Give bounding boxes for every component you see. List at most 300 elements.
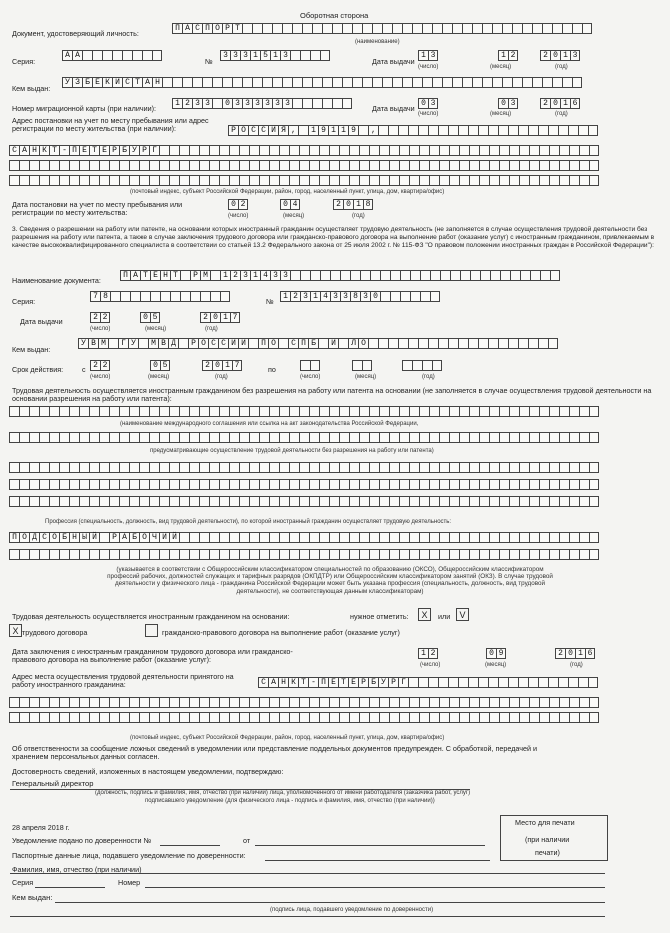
letter-cell[interactable] xyxy=(329,712,339,723)
letter-cell[interactable]: И xyxy=(228,338,238,349)
letter-cell[interactable] xyxy=(319,160,329,171)
letter-cell[interactable] xyxy=(119,549,129,560)
letter-cell[interactable]: 2 xyxy=(540,50,550,61)
letter-cell[interactable] xyxy=(589,496,599,507)
letter-cell[interactable] xyxy=(409,496,419,507)
letter-cell[interactable] xyxy=(409,549,419,560)
letter-cell[interactable] xyxy=(200,291,210,302)
letter-cell[interactable] xyxy=(159,145,169,156)
letter-cell[interactable]: 3 xyxy=(508,98,518,109)
letter-cell[interactable]: К xyxy=(288,677,298,688)
letter-cell[interactable] xyxy=(509,160,519,171)
letter-cell[interactable] xyxy=(359,532,369,543)
letter-cell[interactable] xyxy=(129,462,139,473)
letter-cell[interactable] xyxy=(139,496,149,507)
letter-cell[interactable] xyxy=(179,712,189,723)
letter-cell[interactable]: 1 xyxy=(338,125,348,136)
d6-month[interactable] xyxy=(486,648,506,659)
letter-cell[interactable] xyxy=(429,697,439,708)
letter-cell[interactable] xyxy=(519,432,529,443)
letter-cell[interactable] xyxy=(379,697,389,708)
letter-cell[interactable] xyxy=(119,462,129,473)
letter-cell[interactable] xyxy=(379,462,389,473)
letter-cell[interactable] xyxy=(102,50,112,61)
letter-cell[interactable] xyxy=(222,77,232,88)
letter-cell[interactable] xyxy=(498,125,508,136)
letter-cell[interactable] xyxy=(342,77,352,88)
letter-cell[interactable] xyxy=(349,175,359,186)
letter-cell[interactable]: 1 xyxy=(418,50,428,61)
letter-cell[interactable] xyxy=(248,338,258,349)
letter-cell[interactable] xyxy=(39,496,49,507)
letter-cell[interactable] xyxy=(452,77,462,88)
letter-cell[interactable] xyxy=(539,496,549,507)
addr-cells-2[interactable] xyxy=(9,145,599,156)
letter-cell[interactable] xyxy=(292,23,302,34)
letter-cell[interactable] xyxy=(319,712,329,723)
letter-cell[interactable] xyxy=(419,160,429,171)
letter-cell[interactable] xyxy=(289,462,299,473)
letter-cell[interactable] xyxy=(418,338,428,349)
letter-cell[interactable]: О xyxy=(198,338,208,349)
letter-cell[interactable] xyxy=(69,496,79,507)
letter-cell[interactable] xyxy=(569,406,579,417)
letter-cell[interactable] xyxy=(129,712,139,723)
letter-cell[interactable]: 1 xyxy=(220,312,230,323)
docname-cells[interactable] xyxy=(120,270,560,281)
letter-cell[interactable]: 4 xyxy=(260,270,270,281)
letter-cell[interactable]: 0 xyxy=(370,291,380,302)
letter-cell[interactable] xyxy=(279,496,289,507)
letter-cell[interactable] xyxy=(352,77,362,88)
letter-cell[interactable]: 4 xyxy=(290,199,300,210)
letter-cell[interactable] xyxy=(332,23,342,34)
letter-cell[interactable] xyxy=(29,175,39,186)
letter-cell[interactable]: 2 xyxy=(508,50,518,61)
letter-cell[interactable] xyxy=(179,496,189,507)
letter-cell[interactable] xyxy=(532,77,542,88)
letter-cell[interactable] xyxy=(79,160,89,171)
letter-cell[interactable] xyxy=(509,406,519,417)
letter-cell[interactable] xyxy=(229,697,239,708)
letter-cell[interactable] xyxy=(342,98,352,109)
letter-cell[interactable] xyxy=(219,532,229,543)
letter-cell[interactable] xyxy=(229,462,239,473)
letter-cell[interactable] xyxy=(89,496,99,507)
letter-cell[interactable] xyxy=(159,712,169,723)
letter-cell[interactable] xyxy=(79,549,89,560)
d5b-day[interactable] xyxy=(300,360,320,371)
letter-cell[interactable]: 3 xyxy=(280,50,290,61)
letter-cell[interactable]: 3 xyxy=(428,98,438,109)
letter-cell[interactable] xyxy=(429,432,439,443)
letter-cell[interactable] xyxy=(59,697,69,708)
letter-cell[interactable] xyxy=(548,677,558,688)
letter-cell[interactable] xyxy=(9,712,19,723)
letter-cell[interactable] xyxy=(269,432,279,443)
letter-cell[interactable] xyxy=(219,697,229,708)
letter-cell[interactable] xyxy=(469,175,479,186)
letter-cell[interactable] xyxy=(89,406,99,417)
letter-cell[interactable] xyxy=(289,479,299,490)
letter-cell[interactable]: 9 xyxy=(318,125,328,136)
letter-cell[interactable] xyxy=(229,175,239,186)
letter-cell[interactable] xyxy=(429,175,439,186)
letter-cell[interactable] xyxy=(149,479,159,490)
letter-cell[interactable] xyxy=(299,406,309,417)
letter-cell[interactable] xyxy=(432,360,442,371)
letter-cell[interactable] xyxy=(489,479,499,490)
letter-cell[interactable] xyxy=(212,77,222,88)
letter-cell[interactable] xyxy=(290,270,300,281)
letter-cell[interactable] xyxy=(499,712,509,723)
letter-cell[interactable] xyxy=(479,175,489,186)
letter-cell[interactable] xyxy=(9,697,19,708)
letter-cell[interactable] xyxy=(359,496,369,507)
letter-cell[interactable] xyxy=(139,432,149,443)
letter-cell[interactable]: 7 xyxy=(230,312,240,323)
letter-cell[interactable] xyxy=(19,406,29,417)
seria3-line[interactable] xyxy=(35,887,105,888)
letter-cell[interactable] xyxy=(559,479,569,490)
letter-cell[interactable] xyxy=(109,175,119,186)
letter-cell[interactable]: 1 xyxy=(575,648,585,659)
d1-month[interactable] xyxy=(498,50,518,61)
letter-cell[interactable] xyxy=(400,270,410,281)
letter-cell[interactable]: П xyxy=(69,145,79,156)
letter-cell[interactable] xyxy=(159,432,169,443)
letter-cell[interactable] xyxy=(579,406,589,417)
letter-cell[interactable] xyxy=(349,406,359,417)
letter-cell[interactable] xyxy=(290,50,300,61)
letter-cell[interactable] xyxy=(49,712,59,723)
letter-cell[interactable] xyxy=(370,270,380,281)
activity-cells-3[interactable] xyxy=(9,462,599,473)
letter-cell[interactable]: П xyxy=(318,677,328,688)
letter-cell[interactable]: Р xyxy=(139,145,149,156)
letter-cell[interactable] xyxy=(312,98,322,109)
letter-cell[interactable] xyxy=(29,697,39,708)
letter-cell[interactable] xyxy=(522,77,532,88)
letter-cell[interactable] xyxy=(79,432,89,443)
seria-cells[interactable] xyxy=(62,50,162,61)
letter-cell[interactable] xyxy=(319,549,329,560)
letter-cell[interactable] xyxy=(429,532,439,543)
letter-cell[interactable] xyxy=(209,697,219,708)
letter-cell[interactable] xyxy=(182,77,192,88)
letter-cell[interactable]: А xyxy=(268,677,278,688)
letter-cell[interactable]: К xyxy=(39,145,49,156)
letter-cell[interactable] xyxy=(219,479,229,490)
letter-cell[interactable]: 1 xyxy=(310,291,320,302)
letter-cell[interactable] xyxy=(19,462,29,473)
letter-cell[interactable] xyxy=(119,697,129,708)
letter-cell[interactable] xyxy=(59,432,69,443)
letter-cell[interactable] xyxy=(539,479,549,490)
letter-cell[interactable] xyxy=(29,496,39,507)
letter-cell[interactable] xyxy=(359,432,369,443)
letter-cell[interactable] xyxy=(109,406,119,417)
letter-cell[interactable] xyxy=(419,432,429,443)
letter-cell[interactable] xyxy=(199,532,209,543)
letter-cell[interactable] xyxy=(202,77,212,88)
letter-cell[interactable] xyxy=(332,77,342,88)
letter-cell[interactable] xyxy=(588,125,598,136)
letter-cell[interactable] xyxy=(139,406,149,417)
letter-cell[interactable] xyxy=(219,712,229,723)
activity-cells-1[interactable] xyxy=(9,406,599,417)
letter-cell[interactable] xyxy=(338,338,348,349)
letter-cell[interactable] xyxy=(292,98,302,109)
letter-cell[interactable] xyxy=(429,462,439,473)
letter-cell[interactable] xyxy=(349,160,359,171)
letter-cell[interactable]: С xyxy=(9,145,19,156)
letter-cell[interactable] xyxy=(289,160,299,171)
letter-cell[interactable] xyxy=(329,697,339,708)
letter-cell[interactable] xyxy=(219,406,229,417)
letter-cell[interactable] xyxy=(69,462,79,473)
letter-cell[interactable] xyxy=(319,432,329,443)
letter-cell[interactable] xyxy=(339,496,349,507)
letter-cell[interactable] xyxy=(380,270,390,281)
letter-cell[interactable] xyxy=(279,712,289,723)
letter-cell[interactable] xyxy=(482,23,492,34)
letter-cell[interactable] xyxy=(402,77,412,88)
letter-cell[interactable] xyxy=(108,338,118,349)
letter-cell[interactable] xyxy=(139,712,149,723)
letter-cell[interactable] xyxy=(539,175,549,186)
letter-cell[interactable] xyxy=(219,175,229,186)
letter-cell[interactable] xyxy=(552,77,562,88)
letter-cell[interactable] xyxy=(159,697,169,708)
letter-cell[interactable] xyxy=(369,479,379,490)
letter-cell[interactable] xyxy=(408,125,418,136)
letter-cell[interactable] xyxy=(578,125,588,136)
letter-cell[interactable] xyxy=(262,23,272,34)
letter-cell[interactable] xyxy=(129,496,139,507)
letter-cell[interactable] xyxy=(318,338,328,349)
letter-cell[interactable] xyxy=(492,23,502,34)
letter-cell[interactable] xyxy=(589,479,599,490)
letter-cell[interactable] xyxy=(472,77,482,88)
letter-cell[interactable] xyxy=(199,406,209,417)
letter-cell[interactable] xyxy=(369,432,379,443)
letter-cell[interactable] xyxy=(440,270,450,281)
letter-cell[interactable] xyxy=(398,338,408,349)
letter-cell[interactable] xyxy=(499,549,509,560)
letter-cell[interactable]: Р xyxy=(188,338,198,349)
letter-cell[interactable] xyxy=(449,175,459,186)
letter-cell[interactable] xyxy=(340,270,350,281)
letter-cell[interactable]: Р xyxy=(109,145,119,156)
letter-cell[interactable]: Г xyxy=(149,145,159,156)
letter-cell[interactable]: 0 xyxy=(498,98,508,109)
issued3-line[interactable] xyxy=(55,902,605,903)
letter-cell[interactable]: П xyxy=(298,338,308,349)
letter-cell[interactable]: Ы xyxy=(79,532,89,543)
letter-cell[interactable] xyxy=(509,712,519,723)
letter-cell[interactable] xyxy=(278,338,288,349)
letter-cell[interactable] xyxy=(170,291,180,302)
letter-cell[interactable] xyxy=(582,23,592,34)
letter-cell[interactable] xyxy=(79,462,89,473)
letter-cell[interactable]: 3 xyxy=(340,291,350,302)
letter-cell[interactable] xyxy=(229,532,239,543)
letter-cell[interactable]: Б xyxy=(368,677,378,688)
letter-cell[interactable] xyxy=(462,23,472,34)
letter-cell[interactable] xyxy=(339,462,349,473)
letter-cell[interactable]: Р xyxy=(358,677,368,688)
letter-cell[interactable] xyxy=(19,697,29,708)
letter-cell[interactable]: 3 xyxy=(232,98,242,109)
letter-cell[interactable] xyxy=(359,145,369,156)
letter-cell[interactable]: Б xyxy=(119,145,129,156)
letter-cell[interactable] xyxy=(452,23,462,34)
letter-cell[interactable]: 1 xyxy=(418,648,428,659)
letter-cell[interactable] xyxy=(189,496,199,507)
letter-cell[interactable] xyxy=(69,406,79,417)
letter-cell[interactable] xyxy=(508,125,518,136)
letter-cell[interactable] xyxy=(149,160,159,171)
letter-cell[interactable] xyxy=(519,549,529,560)
letter-cell[interactable] xyxy=(322,77,332,88)
letter-cell[interactable] xyxy=(569,432,579,443)
letter-cell[interactable] xyxy=(539,712,549,723)
letter-cell[interactable] xyxy=(140,291,150,302)
letter-cell[interactable] xyxy=(589,712,599,723)
letter-cell[interactable]: Т xyxy=(170,270,180,281)
letter-cell[interactable] xyxy=(429,712,439,723)
letter-cell[interactable] xyxy=(239,160,249,171)
letter-cell[interactable] xyxy=(469,432,479,443)
letter-cell[interactable] xyxy=(289,532,299,543)
letter-cell[interactable] xyxy=(229,406,239,417)
letter-cell[interactable] xyxy=(199,712,209,723)
letter-cell[interactable] xyxy=(352,23,362,34)
letter-cell[interactable] xyxy=(119,712,129,723)
letter-cell[interactable] xyxy=(119,432,129,443)
letter-cell[interactable] xyxy=(152,50,162,61)
letter-cell[interactable] xyxy=(519,175,529,186)
letter-cell[interactable] xyxy=(379,496,389,507)
letter-cell[interactable] xyxy=(189,697,199,708)
letter-cell[interactable] xyxy=(569,175,579,186)
letter-cell[interactable] xyxy=(39,479,49,490)
letter-cell[interactable] xyxy=(252,77,262,88)
letter-cell[interactable] xyxy=(239,479,249,490)
letter-cell[interactable]: Т xyxy=(338,677,348,688)
letter-cell[interactable] xyxy=(139,175,149,186)
letter-cell[interactable] xyxy=(499,175,509,186)
letter-cell[interactable] xyxy=(389,160,399,171)
letter-cell[interactable] xyxy=(269,496,279,507)
letter-cell[interactable] xyxy=(459,432,469,443)
letter-cell[interactable] xyxy=(359,697,369,708)
letter-cell[interactable] xyxy=(149,175,159,186)
letter-cell[interactable] xyxy=(530,270,540,281)
letter-cell[interactable] xyxy=(329,432,339,443)
letter-cell[interactable] xyxy=(502,23,512,34)
d3-month[interactable] xyxy=(280,199,300,210)
letter-cell[interactable] xyxy=(479,532,489,543)
letter-cell[interactable]: - xyxy=(59,145,69,156)
letter-cell[interactable] xyxy=(448,125,458,136)
letter-cell[interactable] xyxy=(350,270,360,281)
letter-cell[interactable] xyxy=(369,175,379,186)
letter-cell[interactable]: 0 xyxy=(343,199,353,210)
letter-cell[interactable] xyxy=(509,532,519,543)
letter-cell[interactable] xyxy=(539,160,549,171)
letter-cell[interactable] xyxy=(79,697,89,708)
letter-cell[interactable] xyxy=(408,677,418,688)
letter-cell[interactable] xyxy=(199,175,209,186)
letter-cell[interactable] xyxy=(249,479,259,490)
letter-cell[interactable] xyxy=(49,496,59,507)
letter-cell[interactable] xyxy=(469,712,479,723)
letter-cell[interactable] xyxy=(539,462,549,473)
letter-cell[interactable]: Н xyxy=(160,270,170,281)
letter-cell[interactable] xyxy=(209,496,219,507)
letter-cell[interactable] xyxy=(339,697,349,708)
letter-cell[interactable] xyxy=(229,549,239,560)
letter-cell[interactable] xyxy=(392,77,402,88)
letter-cell[interactable] xyxy=(39,160,49,171)
letter-cell[interactable] xyxy=(359,712,369,723)
letter-cell[interactable] xyxy=(389,697,399,708)
letter-cell[interactable] xyxy=(19,496,29,507)
letter-cell[interactable] xyxy=(69,175,79,186)
letter-cell[interactable] xyxy=(429,549,439,560)
letter-cell[interactable]: 2 xyxy=(90,360,100,371)
letter-cell[interactable] xyxy=(538,125,548,136)
contract2-checkbox[interactable] xyxy=(145,624,158,637)
letter-cell[interactable]: 5 xyxy=(150,312,160,323)
letter-cell[interactable] xyxy=(409,712,419,723)
letter-cell[interactable] xyxy=(439,549,449,560)
letter-cell[interactable] xyxy=(519,496,529,507)
letter-cell[interactable] xyxy=(468,125,478,136)
letter-cell[interactable] xyxy=(388,125,398,136)
letter-cell[interactable]: Б xyxy=(129,532,139,543)
letter-cell[interactable] xyxy=(569,160,579,171)
letter-cell[interactable]: 2 xyxy=(290,291,300,302)
letter-cell[interactable] xyxy=(369,160,379,171)
letter-cell[interactable]: 1 xyxy=(270,50,280,61)
letter-cell[interactable] xyxy=(589,532,599,543)
letter-cell[interactable] xyxy=(369,462,379,473)
letter-cell[interactable] xyxy=(409,160,419,171)
letter-cell[interactable]: Е xyxy=(92,77,102,88)
letter-cell[interactable]: 2 xyxy=(202,360,212,371)
letter-cell[interactable] xyxy=(272,23,282,34)
letter-cell[interactable] xyxy=(299,549,309,560)
letter-cell[interactable] xyxy=(538,677,548,688)
letter-cell[interactable] xyxy=(249,432,259,443)
letter-cell[interactable] xyxy=(528,338,538,349)
letter-cell[interactable] xyxy=(419,496,429,507)
letter-cell[interactable] xyxy=(169,549,179,560)
letter-cell[interactable] xyxy=(310,270,320,281)
letter-cell[interactable] xyxy=(259,432,269,443)
letter-cell[interactable] xyxy=(138,338,148,349)
letter-cell[interactable] xyxy=(438,125,448,136)
letter-cell[interactable] xyxy=(469,697,479,708)
letter-cell[interactable] xyxy=(459,175,469,186)
letter-cell[interactable] xyxy=(439,697,449,708)
letter-cell[interactable] xyxy=(159,406,169,417)
letter-cell[interactable] xyxy=(120,291,130,302)
letter-cell[interactable] xyxy=(59,496,69,507)
